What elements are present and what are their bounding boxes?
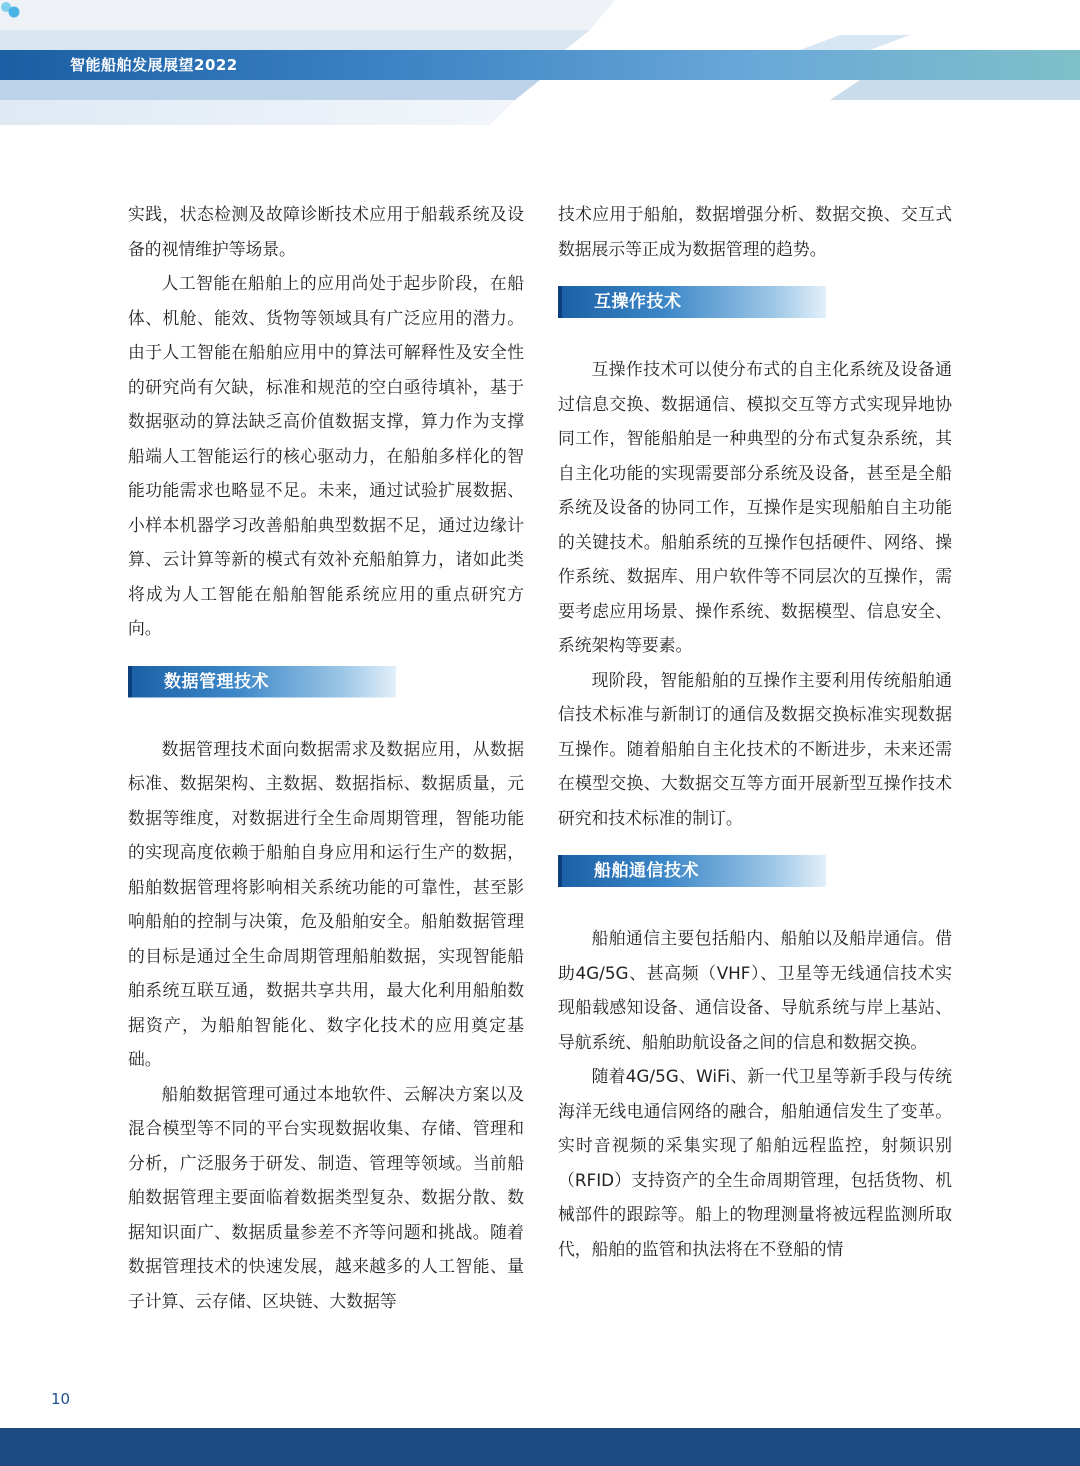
section-heading-label: 船舶通信技术: [594, 861, 699, 881]
right-column: [558, 197, 952, 1266]
paragraph: 随着4G/5G、WiFi、新一代卫星等新手段与传统海洋无线电通信网络的融合，船舶通信发生了变革。实时音视频的采集实现了船舶远程监控，射频识别（RFID）支持资产的全生命周期管理，包括货物、机械部件的跟踪等。船上的物理测量将被远程监测所取代，船舶的监管和执法将在不登船的情: [558, 1066, 952, 1259]
paragraph: 互操作技术可以使分布式的自主化系统及设备通过信息交换、数据通信、模拟交互等方式实现异地协同工作，智能船舶是一种典型的分布式复杂系统，其自主化功能的实现需要部分系统及设备，甚至是全船系统及设备的协同工作，互操作是实现船舶自主功能的关键技术。船舶系统的互操作包括硬件、网络、操作系统、数据库、用户软件等不同层次的互操作，需要考虑应用场景、操作系统、数据模型、信息安全、系统架构等要素。: [558, 359, 952, 655]
paragraph: 实践，状态检测及故障诊断技术应用于船载系统及设备的视情维护等场景。: [128, 204, 524, 259]
left-column: [128, 197, 524, 1318]
paragraph: 船舶数据管理可通过本地软件、云解决方案以及混合模型等不同的平台实现数据收集、存储、管理和分析，广泛服务于研发、制造、管理等领域。当前船舶数据管理主要面临着数据类型复杂、数据分散、数据知识面广、数据质量参差不齐等问题和挑战。随着数据管理技术的快速发展，越来越多的人工智能、量子计算、云存储、区块链、大数据等: [128, 1083, 524, 1311]
section-heading-label: 数据管理技术: [164, 671, 269, 692]
paragraph: 船舶通信主要包括船内、船舶以及船岸通信。借助4G/5G、甚高频（VHF）、卫星等无线通信技术实现船载感知设备、通信设备、导航系统与岸上基站、导航系统、船舶助航设备之间的信息和数据交换。: [558, 928, 952, 1052]
header-title: 智能船舶发展展望2022: [70, 56, 238, 74]
section-heading-label: 互操作技术: [594, 292, 682, 312]
paragraph: 人工智能在船舶上的应用尚处于起步阶段，在船体、机舱、能效、货物等领域具有广泛应用的潜力。由于人工智能在船舶应用中的算法可解释性及安全性的研究尚有欠缺，标准和规范的空白亟待填补，基于数据驱动的算法缺乏高价值数据支撑，算力作为支撑船端人工智能运行的核心驱动力，在船舶多样化的智能功能需求也略显不足。未来，通过试验扩展数据、小样本机器学习改善船舶典型数据不足，通过边缘计算、云计算等新的模式有效补充船舶算力，诸如此类将成为人工智能在船舶智能系统应用的重点研究方向。: [128, 273, 524, 638]
page-number: 10: [51, 1390, 71, 1408]
footer-bar: [0, 1428, 1080, 1466]
header-dots-icon: [0, 0, 22, 20]
section-heading-ship-communication: [558, 855, 952, 887]
section-heading-data-management: [128, 666, 524, 698]
paragraph: 技术应用于船舶，数据增强分析、数据交换、交互式数据展示等正成为数据管理的趋势。: [558, 204, 952, 259]
paragraph: 数据管理技术面向数据需求及数据应用，从数据标准、数据架构、主数据、数据指标、数据质量，元数据等维度，对数据进行全生命周期管理，智能功能的实现高度依赖于船舶自身应用和运行生产的数据，船舶数据管理将影响相关系统功能的可靠性，甚至影响船舶的控制与决策，危及船舶安全。船舶数据管理的目标是通过全生命周期管理船舶数据，实现智能船舶系统互联互通，数据共享共用，最大化利用船舶数据资产，为船舶智能化、数字化技术的应用奠定基础。: [128, 738, 524, 1069]
header-band: [0, 0, 1080, 130]
section-heading-interoperability: [558, 286, 952, 318]
paragraph: 现阶段，智能船舶的互操作主要利用传统船舶通信技术标准与新制订的通信及数据交换标准实现数据互操作。随着船舶自主化技术的不断进步，未来还需在模型交换、大数据交互等方面开展新型互操作技术研究和技术标准的制订。: [558, 669, 952, 828]
